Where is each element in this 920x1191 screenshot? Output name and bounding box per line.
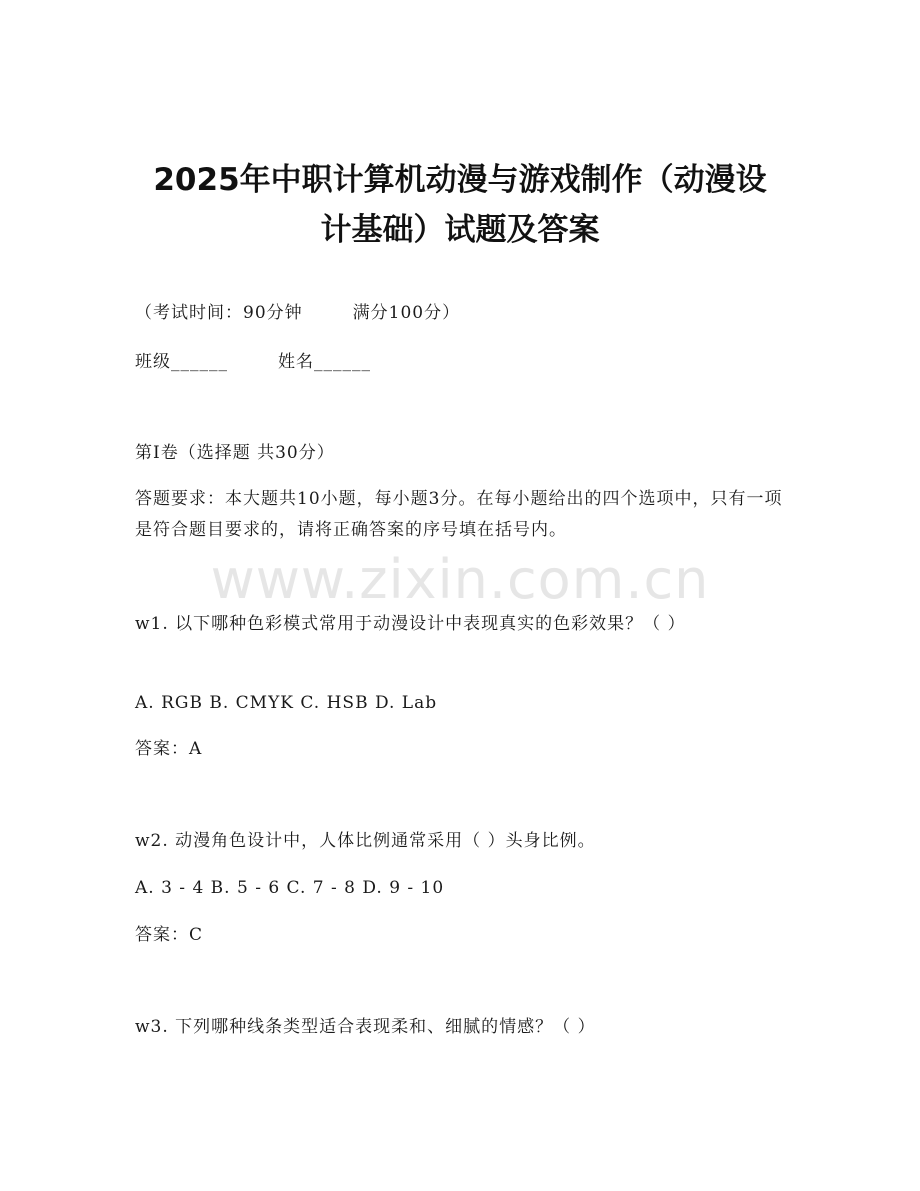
question-2-answer: 答案：C xyxy=(135,925,204,945)
exam-info xyxy=(135,300,795,326)
exam-full-score: 满分100分） xyxy=(352,303,461,323)
document-title-line-1: 2025年中职计算机动漫与游戏制作（动漫设 xyxy=(153,162,767,198)
question-1-stem: w1. 以下哪种色彩模式常用于动漫设计中表现真实的色彩效果？（ ） xyxy=(135,614,686,634)
document-title-line-2: 计基础）试题及答案 xyxy=(320,212,600,248)
question-1-options: A. RGB B. CMYK C. HSB D. Lab xyxy=(135,693,438,713)
question-2-stem: w2. 动漫角色设计中，人体比例通常采用（ ）头身比例。 xyxy=(135,831,596,851)
question-3-stem: w3. 下列哪种线条类型适合表现柔和、细腻的情感？（ ） xyxy=(135,1017,596,1037)
class-field-label: 班级______ xyxy=(135,352,228,372)
section-heading: 第I卷（选择题 共30分） xyxy=(135,443,335,463)
name-field-label: 姓名______ xyxy=(278,352,371,372)
question-2-options: A. 3 - 4 B. 5 - 6 C. 7 - 8 D. 9 - 10 xyxy=(135,878,445,898)
question-1-answer: 答案：A xyxy=(135,739,203,759)
exam-time: （考试时间：90分钟 xyxy=(135,303,303,323)
section-instructions: 答题要求：本大题共10小题，每小题3分。在每小题给出的四个选项中，只有一项是符合题目要求的，请将正确答案的序号填在括号内。 xyxy=(135,489,783,540)
student-info xyxy=(135,349,795,375)
watermark: www.zixin.com.cn xyxy=(210,548,710,611)
